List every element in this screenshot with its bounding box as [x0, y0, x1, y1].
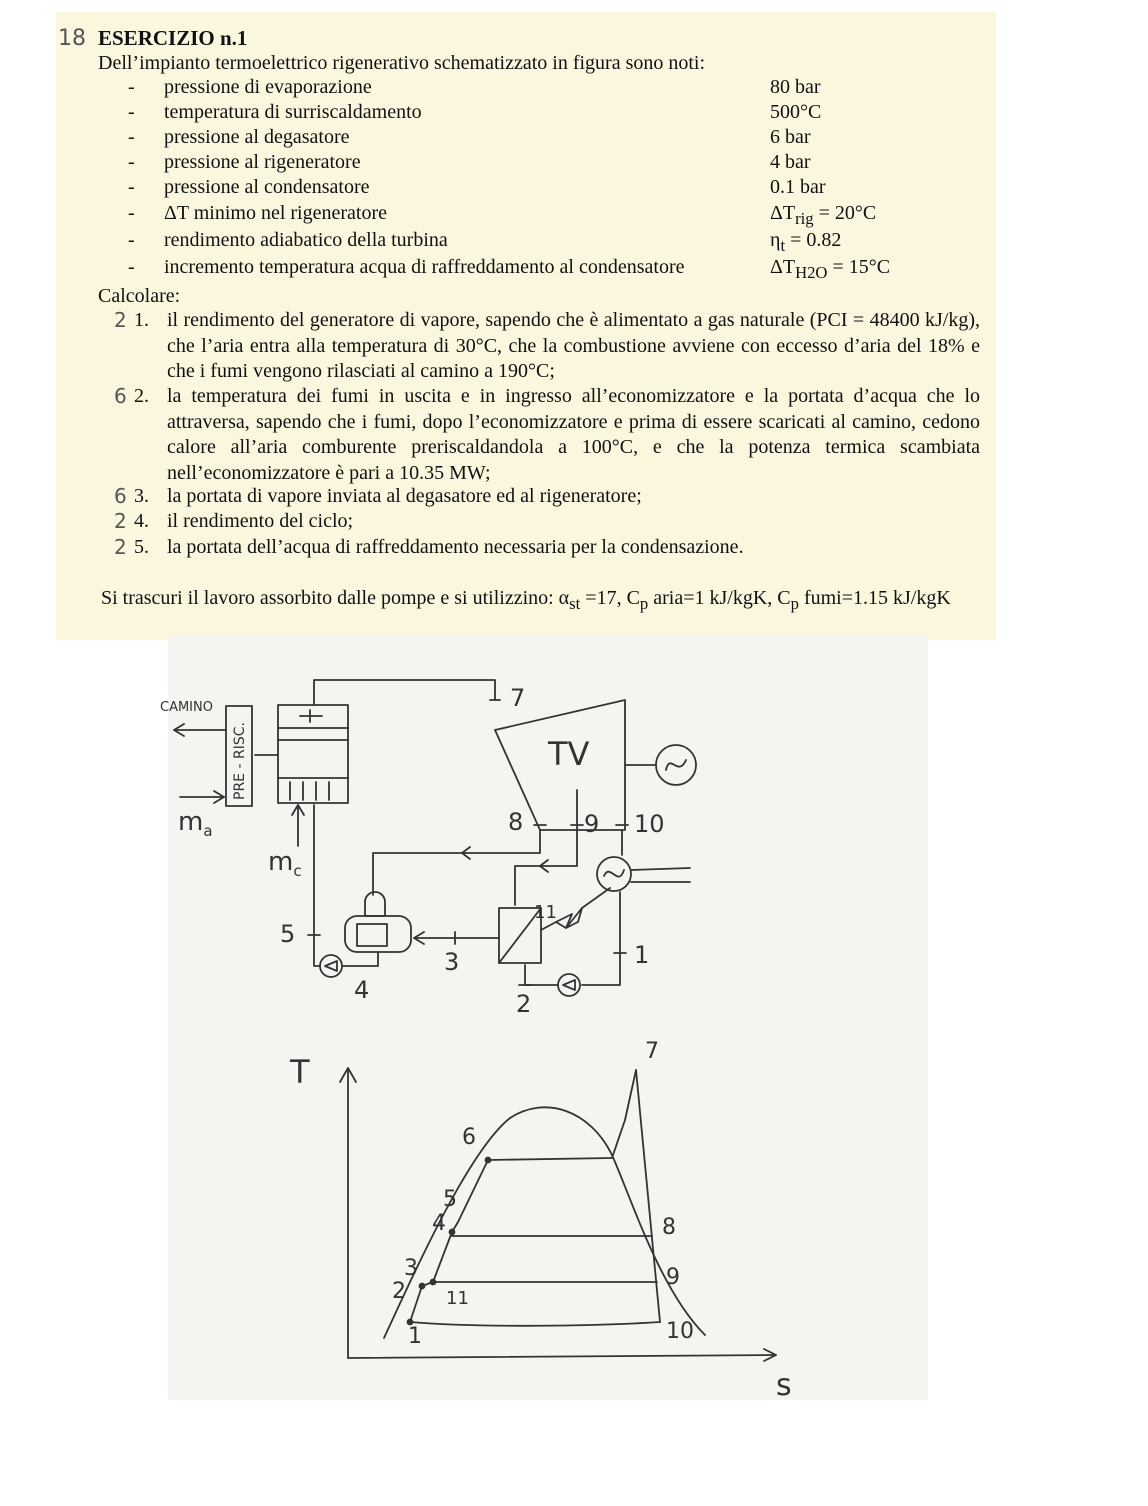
list-dash: - [128, 151, 135, 173]
label-mc: $m_c$ [268, 847, 302, 880]
data-value: $\Delta T_{H2O} = 15^\circ C$ [770, 256, 891, 282]
ts-label-1: 1 [408, 1324, 422, 1349]
page-marker: 18 [58, 26, 86, 51]
label-3: 3 [444, 948, 460, 976]
question-number: 1. [134, 309, 149, 331]
data-value: $\Delta T_{rig} = 20^\circ C$ [770, 202, 877, 228]
label-turbine: TV [548, 735, 590, 773]
list-dash: - [128, 101, 135, 123]
data-label: incremento temperatura acqua di raffreddamento al condensatore [164, 256, 685, 278]
ts-diagram [340, 1068, 776, 1361]
pump-2 [320, 955, 342, 977]
question-text: la temperatura dei fumi in uscita e in ingresso all’economizzatore e la portata d’acqua che lo attraversa, sapendo che i fumi, dopo l’economizzatore e prima di essere scaricati al camino, cedono calore all’aria comburente preriscaldandola a 100°C, e che la potenza termica scambiata nell’economizzatore è pari a 10.35 MW; [167, 385, 980, 484]
ts-label-4: 4 [432, 1211, 446, 1236]
ts-label-5: 5 [443, 1187, 457, 1212]
label-2: 2 [516, 990, 532, 1018]
question-number: 2. [134, 385, 149, 407]
question-text: il rendimento del ciclo; [167, 510, 354, 532]
label-ma: $m_a$ [178, 807, 213, 840]
question-text: il rendimento del generatore di vapore, sapendo che è alimentato a gas naturale (PCI = 48400 kJ/kg), che l’aria entra alla temperatura di 30°C, che la combustione avviene con eccesso d’aria del 18% e che i fumi vengono rilasciati al camino a 190°C; [167, 309, 980, 382]
assumptions-note: Si trascuri il lavoro assorbito dalle pompe e si utilizzino: $\alpha_{st} =17$, $C_p$ aria=1 kJ/kgK, $C_p$ fumi=1.15 kJ/kgK [101, 587, 951, 613]
question-number: 4. [134, 510, 149, 532]
data-value: $\eta_t = 0.82$ [770, 229, 842, 255]
handwritten-score: 6 [114, 384, 127, 408]
ts-label-2: 2 [392, 1279, 406, 1304]
handwritten-score: 2 [114, 308, 127, 332]
intro-text: Dell’impianto termoelettrico rigenerativo schematizzato in figura sono noti: [98, 52, 706, 74]
data-label: pressione al degasatore [164, 126, 350, 148]
label-10: 10 [634, 810, 665, 838]
pump-1 [558, 974, 580, 996]
ts-label-6: 6 [462, 1125, 476, 1150]
question-number: 3. [134, 485, 149, 507]
handwritten-score: 2 [114, 535, 127, 559]
data-label: pressione al rigeneratore [164, 151, 361, 173]
data-label: ΔT minimo nel rigeneratore [164, 202, 387, 224]
ts-x-axis-label: s [776, 1368, 792, 1403]
label-9: 9 [584, 810, 600, 838]
question-text: la portata dell’acqua di raffreddamento necessaria per la condensazione. [167, 536, 744, 558]
data-value: 4 bar [770, 151, 811, 173]
ts-label-9: 9 [666, 1265, 680, 1290]
label-4: 4 [354, 976, 370, 1004]
ts-label-8: 8 [662, 1215, 676, 1240]
data-label: temperatura di surriscaldamento [164, 101, 422, 123]
label-11: 11 [534, 902, 557, 923]
ts-label-11: 11 [446, 1288, 469, 1309]
label-8: 8 [508, 808, 524, 836]
boiler [278, 705, 348, 803]
list-dash: - [128, 176, 135, 198]
question-text: la portata di vapore inviata al degasatore ed al rigeneratore; [167, 485, 642, 507]
list-dash: - [128, 229, 135, 251]
label-prerisc: PRE - RISC. [232, 722, 248, 800]
label-7: 7 [510, 684, 526, 712]
list-dash: - [128, 202, 135, 224]
question-number: 5. [134, 536, 149, 558]
data-label: pressione al condensatore [164, 176, 370, 198]
calc-label: Calcolare: [98, 285, 181, 307]
data-label: rendimento adiabatico della turbina [164, 229, 448, 251]
handwritten-score: 2 [114, 509, 127, 533]
data-value: 6 bar [770, 126, 811, 148]
data-value: 80 bar [770, 76, 821, 98]
label-camino: CAMINO [160, 700, 213, 715]
ts-y-axis-label: T [290, 1053, 310, 1091]
ts-label-7: 7 [645, 1039, 659, 1064]
label-1: 1 [634, 941, 650, 969]
exercise-title: ESERCIZIO n.1 [98, 26, 248, 50]
data-value: 0.1 bar [770, 176, 826, 198]
data-value: 500°C [770, 101, 822, 123]
ts-label-10: 10 [666, 1319, 694, 1344]
list-dash: - [128, 76, 135, 98]
list-dash: - [128, 256, 135, 278]
handwritten-score: 6 [114, 484, 127, 508]
ts-label-3: 3 [404, 1256, 418, 1281]
data-label: pressione di evaporazione [164, 76, 372, 98]
label-5: 5 [280, 920, 296, 948]
list-dash: - [128, 126, 135, 148]
